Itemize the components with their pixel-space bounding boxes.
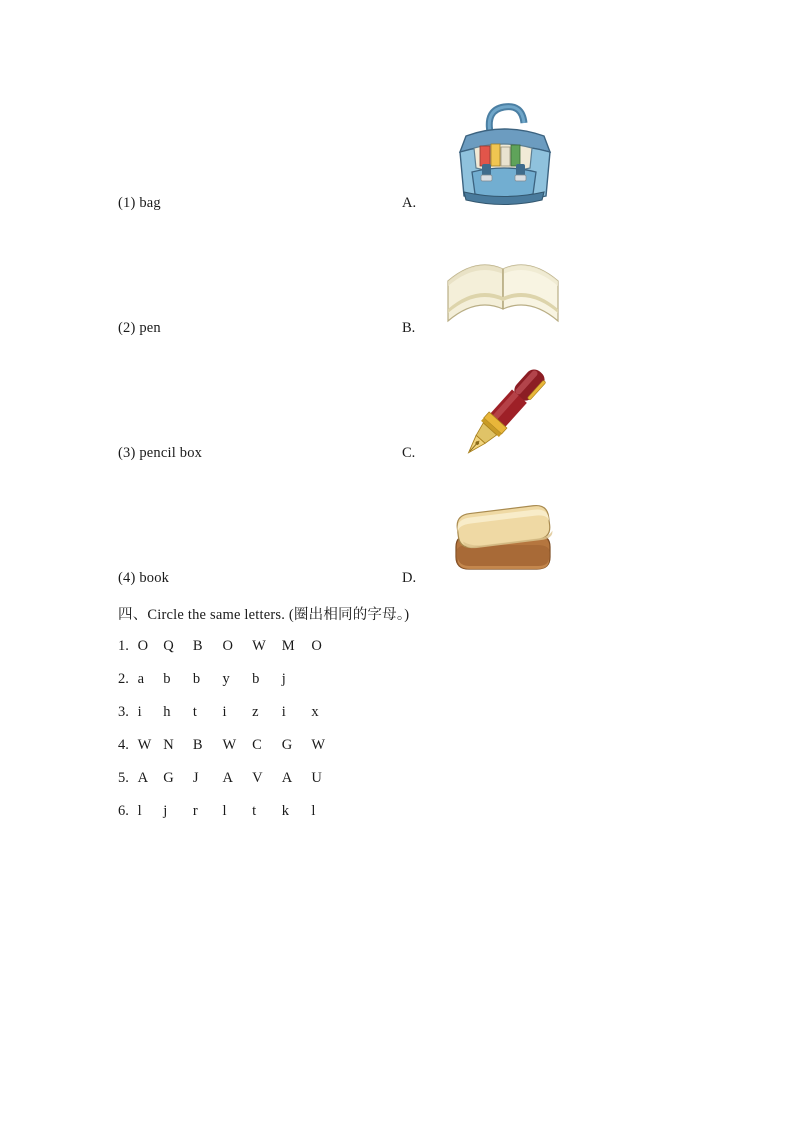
letter-option[interactable]: W: [252, 638, 266, 654]
match-option-letter: A.: [402, 195, 417, 211]
match-row: [118, 95, 678, 220]
item-number: 2.: [118, 671, 129, 687]
letters-line: [118, 704, 718, 721]
letter-option[interactable]: l: [137, 803, 142, 819]
match-option-letter: C.: [402, 445, 416, 461]
item-number: 4.: [118, 737, 129, 753]
letter-option[interactable]: W: [311, 737, 326, 753]
letters-line: [118, 638, 718, 655]
letter-option[interactable]: j: [281, 671, 286, 687]
letter-option[interactable]: W: [222, 737, 237, 753]
letter-option[interactable]: O: [137, 638, 149, 654]
letter-option[interactable]: y: [222, 671, 230, 687]
match-option-letter: D.: [402, 570, 417, 586]
letter-option[interactable]: i: [137, 704, 142, 720]
item-number: 5.: [118, 770, 129, 786]
letter-option[interactable]: A: [222, 770, 233, 786]
letter-option[interactable]: A: [137, 770, 149, 786]
letter-option[interactable]: C: [252, 737, 262, 753]
match-row: [118, 220, 678, 345]
letter-option[interactable]: t: [252, 803, 257, 819]
letter-option[interactable]: i: [281, 704, 286, 720]
match-word: (4) book: [118, 570, 170, 586]
letter-option[interactable]: O: [222, 638, 233, 654]
letter-option[interactable]: M: [281, 638, 295, 654]
letter-option[interactable]: B: [192, 737, 203, 753]
letter-option[interactable]: b: [163, 671, 171, 687]
letters-line: [118, 671, 718, 688]
letter-option[interactable]: b: [252, 671, 260, 687]
item-number: 3.: [118, 704, 129, 720]
match-word: (2) pen: [118, 320, 161, 336]
letter-option[interactable]: a: [137, 671, 145, 687]
section-heading: 四、Circle the same letters. (圈出相同的字母。): [118, 607, 410, 623]
letter-option[interactable]: k: [281, 803, 289, 819]
match-word: (1) bag: [118, 195, 161, 211]
letter-option[interactable]: V: [252, 770, 263, 786]
match-row: [118, 470, 678, 595]
letter-option[interactable]: j: [163, 803, 168, 819]
letter-option[interactable]: l: [222, 803, 227, 819]
letter-option[interactable]: U: [311, 770, 322, 786]
pencil-box-icon: [438, 473, 568, 591]
schoolbag-icon: [438, 98, 568, 216]
fountain-pen-icon: [438, 348, 568, 466]
circle-letters-exercise: [118, 603, 718, 836]
letter-option[interactable]: W: [137, 737, 152, 753]
letter-option[interactable]: b: [192, 671, 201, 687]
letter-option[interactable]: z: [252, 704, 259, 720]
letter-option[interactable]: x: [311, 704, 319, 720]
letters-line: [118, 737, 718, 754]
letters-line: [118, 770, 718, 787]
letter-option[interactable]: t: [192, 704, 197, 720]
matching-exercise: [118, 95, 678, 595]
letter-option[interactable]: O: [311, 638, 322, 654]
item-number: 6.: [118, 803, 129, 819]
letter-option[interactable]: h: [163, 704, 171, 720]
letter-option[interactable]: Q: [163, 638, 174, 654]
item-number: 1.: [118, 638, 129, 654]
letter-option[interactable]: G: [281, 737, 293, 753]
letter-option[interactable]: l: [311, 803, 316, 819]
letter-option[interactable]: r: [192, 803, 198, 819]
match-option-letter: B.: [402, 320, 416, 336]
match-word: (3) pencil box: [118, 445, 203, 461]
match-row: [118, 345, 678, 470]
letter-option[interactable]: J: [192, 770, 199, 786]
letter-option[interactable]: i: [222, 704, 227, 720]
letter-option[interactable]: G: [163, 770, 174, 786]
letter-option[interactable]: B: [192, 638, 203, 654]
letter-option[interactable]: A: [281, 770, 293, 786]
letter-option[interactable]: N: [163, 737, 174, 753]
letters-line: [118, 803, 718, 820]
open-book-icon: [438, 223, 568, 341]
